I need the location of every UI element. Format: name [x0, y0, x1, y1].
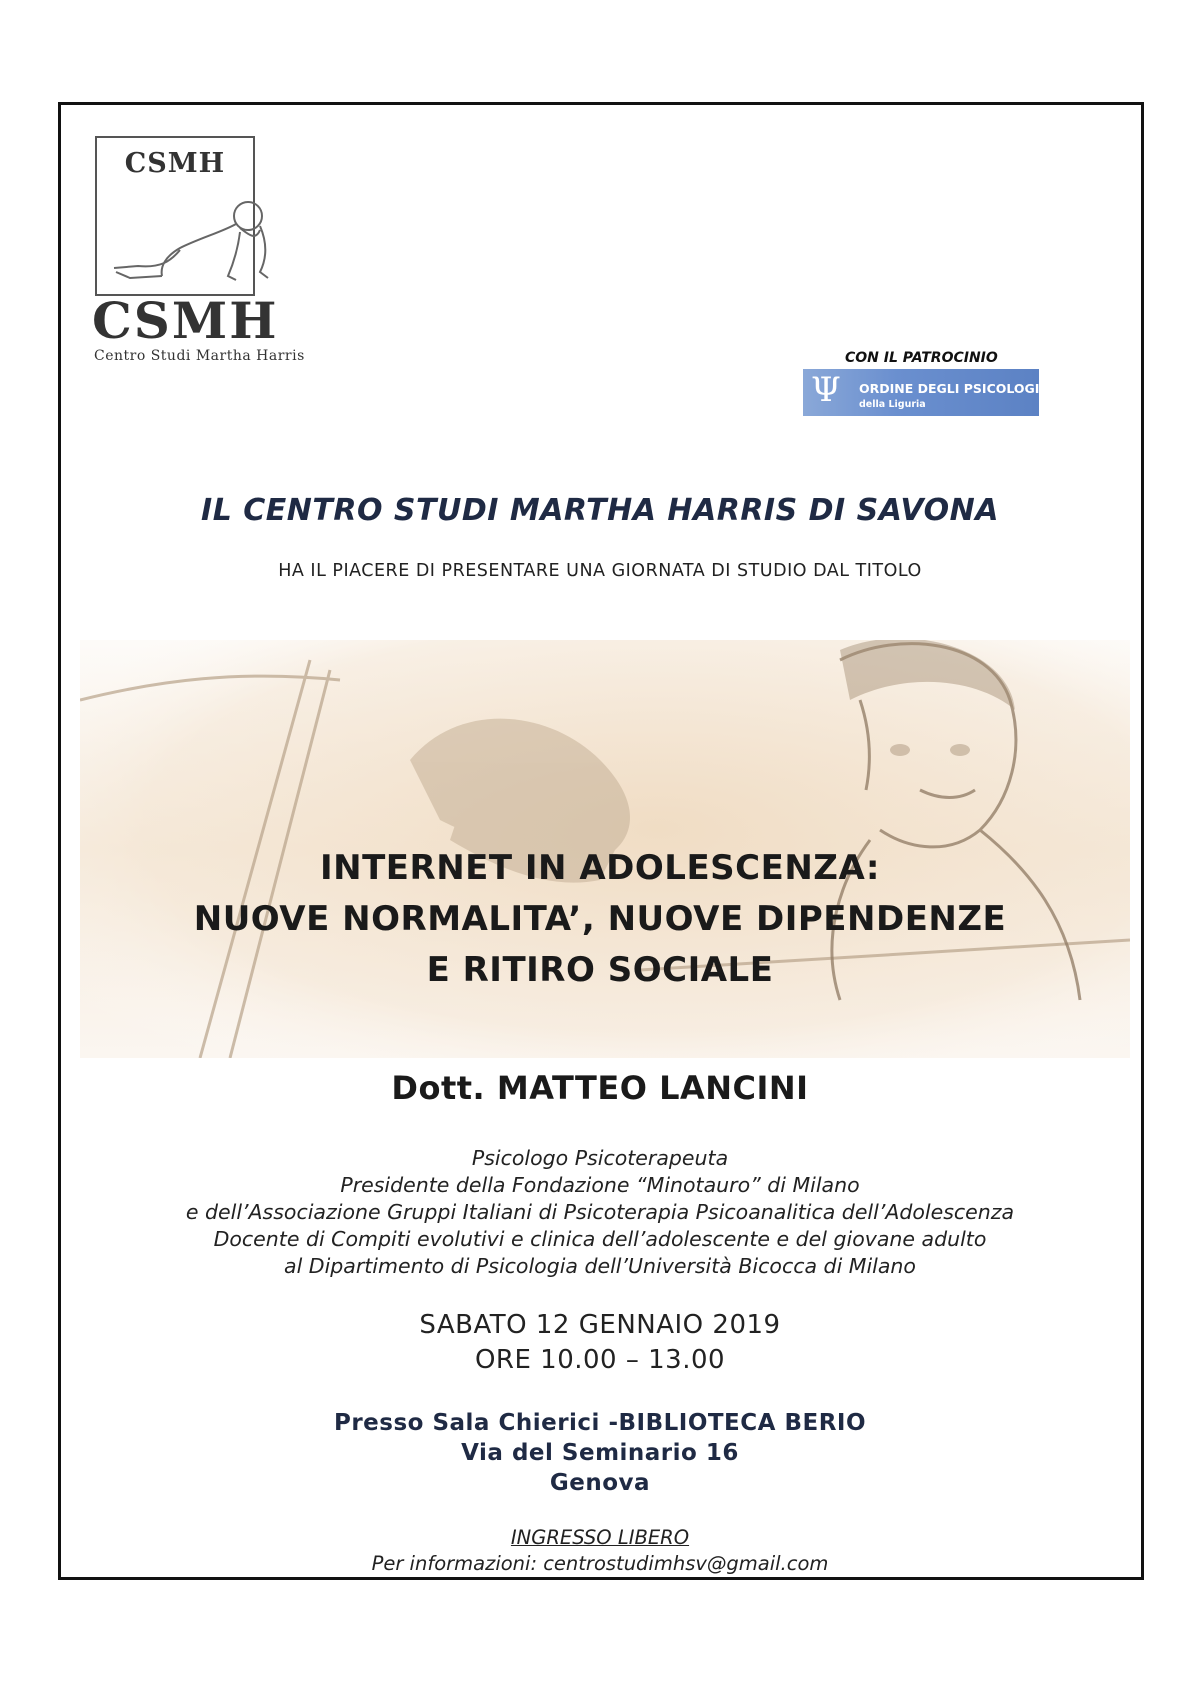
patronage-org-name: ORDINE DEGLI PSICOLOGI — [859, 381, 1040, 396]
admission-text: INGRESSO LIBERO — [510, 1526, 690, 1549]
logo-wordmark: CSMH — [92, 291, 279, 350]
bio-line: Presidente della Fondazione “Minotauro” di Milano — [340, 1173, 860, 1197]
event-datetime — [0, 1308, 1200, 1378]
title-line: E RITIRO SOCIALE — [426, 950, 774, 990]
event-title — [0, 843, 1200, 996]
venue-line: Via del Seminario 16 — [461, 1440, 739, 1466]
title-line: NUOVE NORMALITA’, NUOVE DIPENDENZE — [193, 899, 1007, 939]
bio-line: al Dipartimento di Psicologia dell’Università Bicocca di Milano — [284, 1254, 916, 1278]
patronage-label: CON IL PATROCINIO — [845, 350, 998, 366]
venue-line: Presso Sala Chierici -BIBLIOTECA BERIO — [333, 1410, 867, 1436]
event-venue — [0, 1408, 1200, 1498]
organization-heading: IL CENTRO STUDI MARTHA HARRIS DI SAVONA — [201, 493, 999, 528]
patronage-region: della Liguria — [859, 399, 926, 410]
bio-line: Docente di Compiti evolutivi e clinica dell’adolescente e del giovane adulto — [213, 1227, 987, 1251]
logo-box-text: CSMH — [124, 148, 226, 179]
patronage-badge — [803, 369, 1039, 416]
logo-subtitle: Centro Studi Martha Harris — [94, 348, 305, 364]
admission-note — [0, 1526, 1200, 1549]
speaker-bio — [0, 1145, 1200, 1280]
event-time: ORE 10.00 – 13.00 — [474, 1345, 726, 1375]
bio-line: Psicologo Psicoterapeuta — [471, 1146, 729, 1170]
presents-line: HA IL PIACERE DI PRESENTARE UNA GIORNATA DI STUDIO DAL TITOLO — [278, 561, 922, 581]
speaker-name: Dott. MATTEO LANCINI — [391, 1069, 809, 1107]
contact-info: Per informazioni: centrostudimhsv@gmail.com — [371, 1552, 829, 1575]
venue-line: Genova — [549, 1470, 651, 1496]
event-date: SABATO 12 GENNAIO 2019 — [419, 1310, 781, 1340]
bio-line: e dell’Associazione Gruppi Italiani di Psicoterapia Psicoanalitica dell’Adolescenza — [185, 1200, 1015, 1224]
crawling-baby-icon — [110, 196, 290, 296]
title-line: INTERNET IN ADOLESCENZA: — [319, 848, 880, 888]
psi-icon: Ψ — [811, 370, 841, 410]
